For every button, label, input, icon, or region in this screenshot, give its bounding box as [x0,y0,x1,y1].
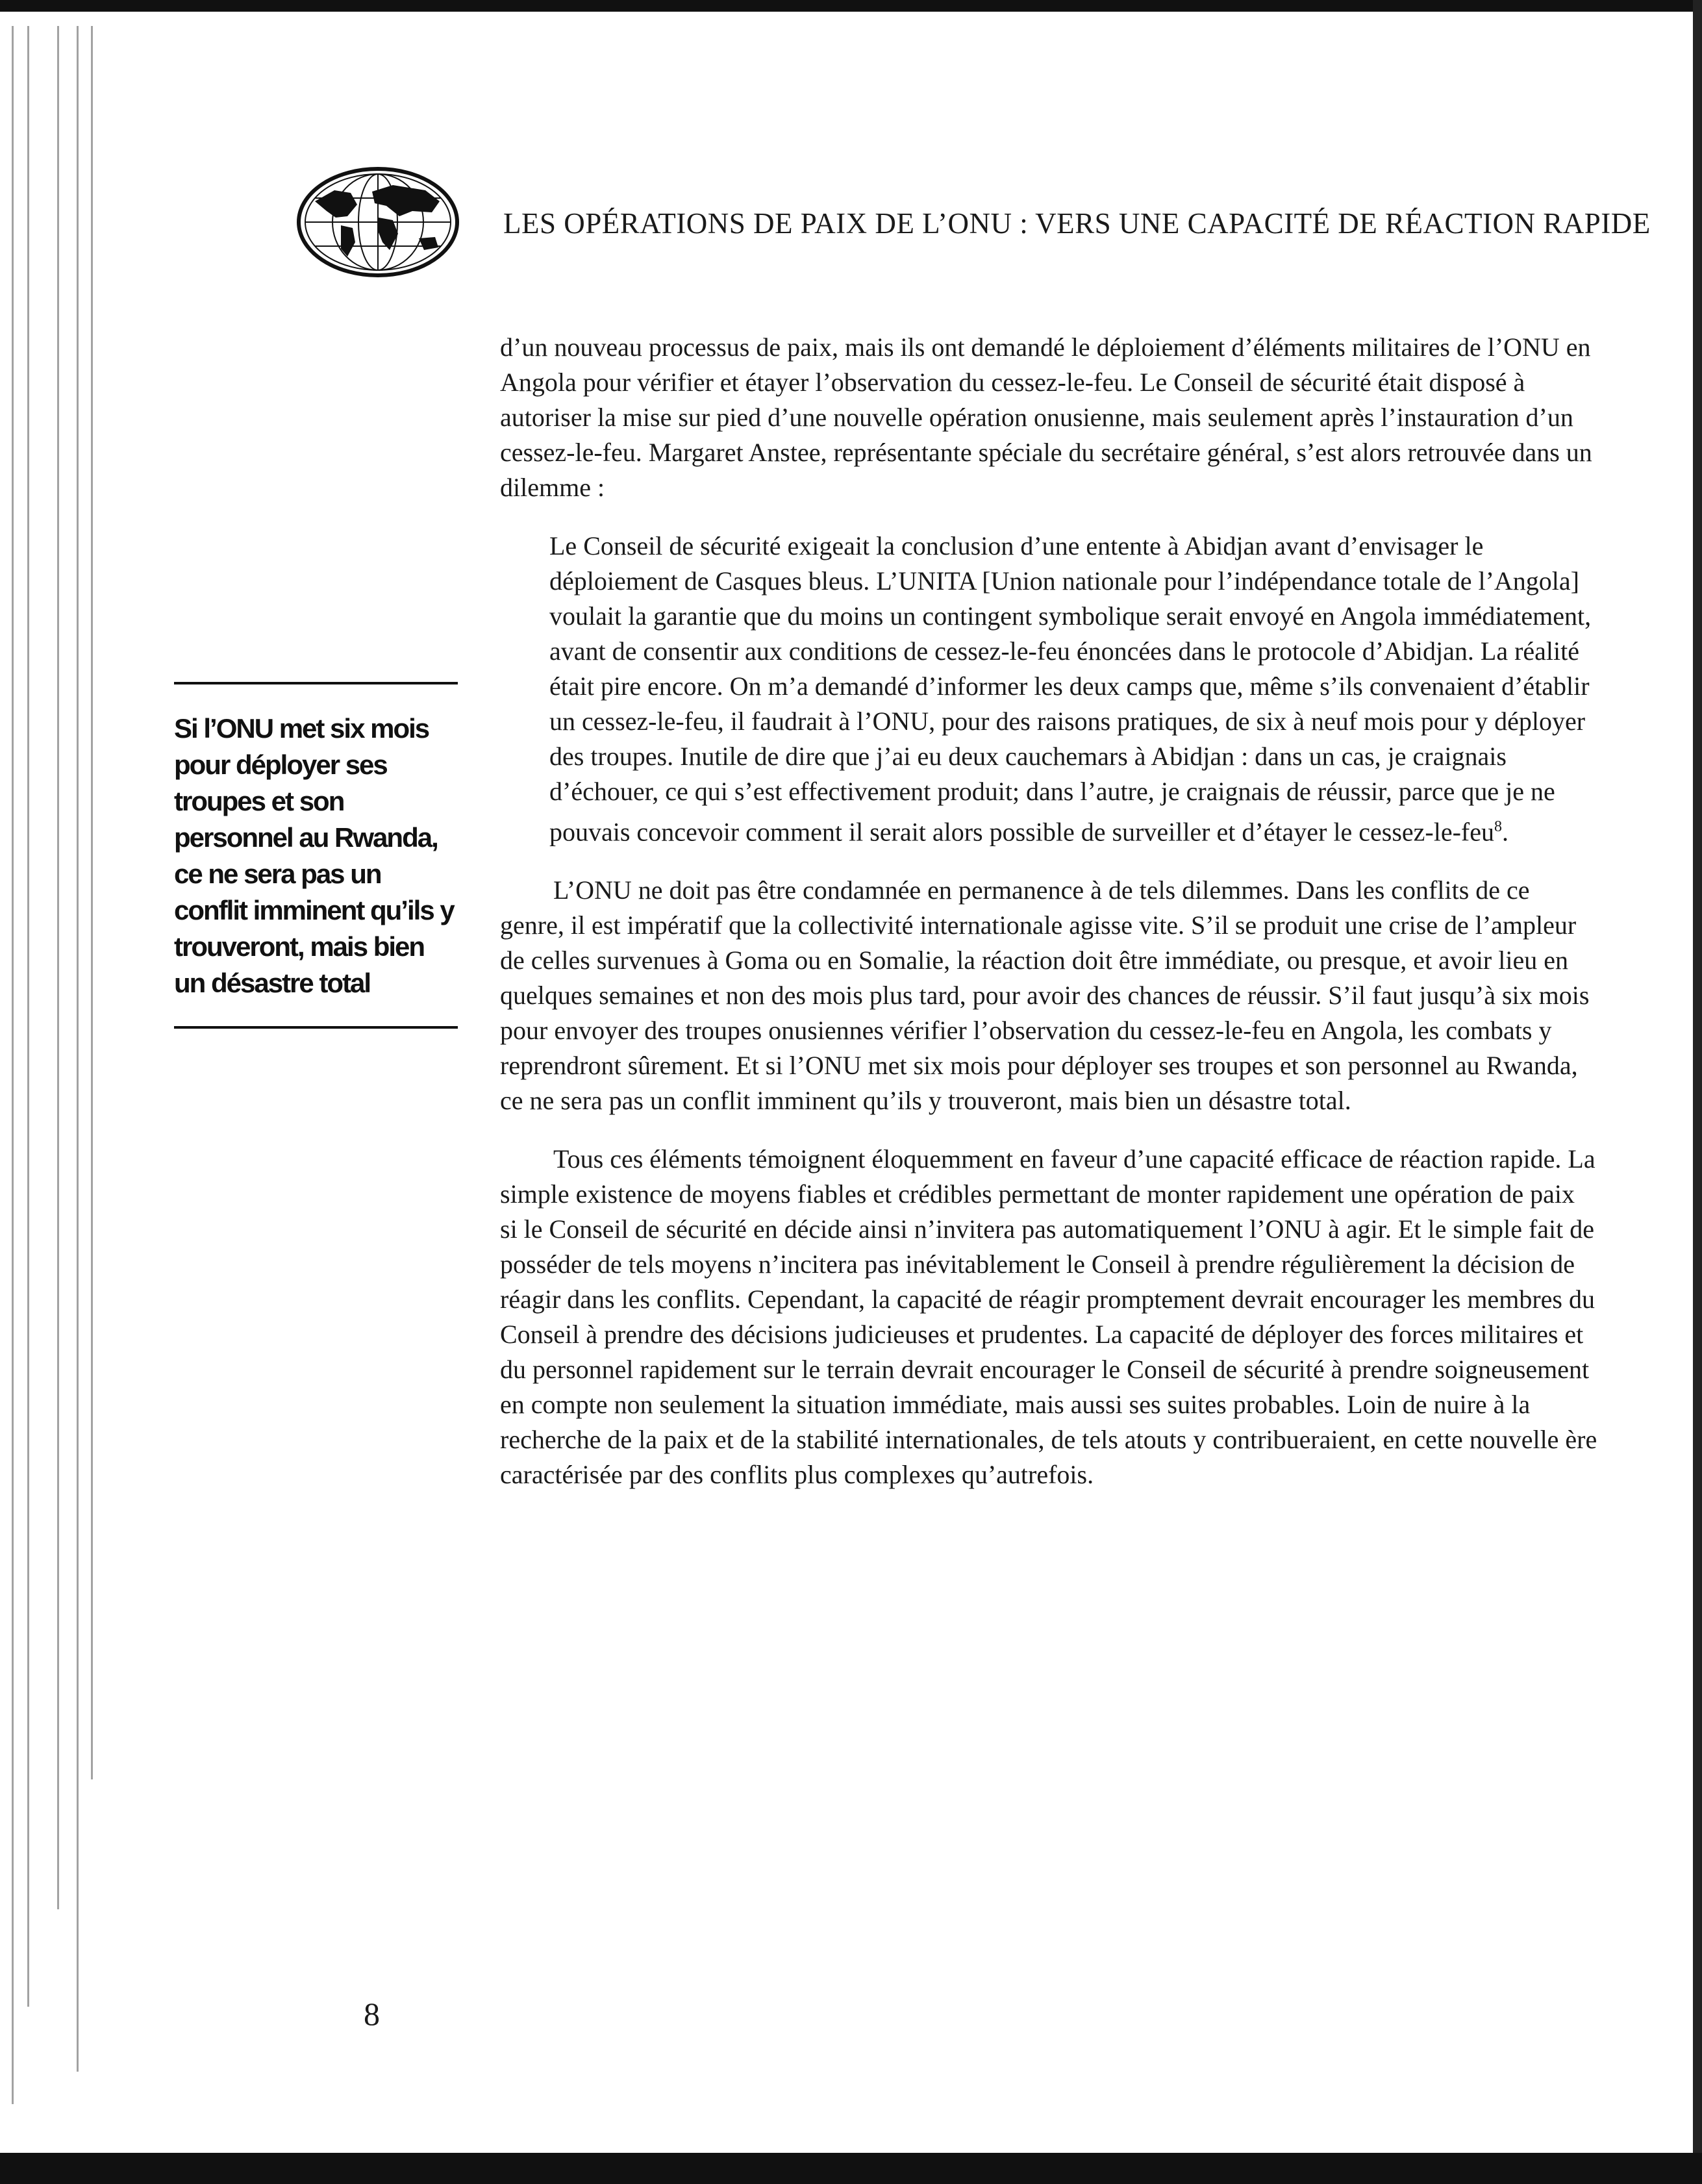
pull-quote-text: Si l’ONU met six mois pour déployer ses troupes et son personnel au Rwanda, ce ne sera pas un conflit imminent qu’ils y trouveront, mais bien un désastre total [174,713,454,998]
paragraph: Tous ces éléments témoignent éloquemment en faveur d’une capacité efficace de réaction rapide. La simple existence de moyens fiables et crédibles permettant de monter rapidement une opération de paix si le Conseil de sécurité en décide ainsi n’invitera pas automatiquement l’ONU à agir. Et le simple fait de posséder de tels moyens n’incitera pas inévitablement le Conseil à prendre régulièrement la décision de réagir dans les conflits. Cependant, la capacité de réagir promptement devrait encourager les membres du Conseil à prendre des décisions judicieuses et prudentes. La capacité de déployer des forces militaires et du personnel rapidement sur le terrain devrait encourager le Conseil de sécurité à prendre soigneusement en compte non seulement la situation immédiate, mais aussi ses suites probables. Loin de nuire à la recherche de la paix et de la stabilité internationales, de tels atouts y contribueraient, en cette nouvelle ère caractérisée par des conflits plus complexes qu’autrefois. [500,1144,1597,1490]
running-header: LES OPÉRATIONS DE PAIX DE L’ONU : VERS UNE CAPACITÉ DE RÉACTION RAPIDE [503,207,1651,240]
scan-right-border [1693,0,1702,2184]
page-number: 8 [364,1996,380,2032]
scan-bottom-border [0,2153,1702,2184]
article-body [500,330,1597,1516]
footnote-marker: 8 [1494,818,1502,835]
pull-quote-bottom-rule [174,1026,458,1029]
block-quote-text: Le Conseil de sécurité exigeait la conclusion d’une entente à Abidjan avant d’envisager le déploiement de Casques bleus. L’UNITA [Union nationale pour l’indépendance totale de l’Angola] voulait la garantie que du moins un contingent symbolique serait envoyé en Angola immédiatement, avant de consentir aux conditions de cessez-le-feu énoncées dans le protocole d’Abidjan. La réalité était pire encore. On m’a demandé d’informer les deux camps que, même s’ils convenaient d’établir un cessez-le-feu, il faudrait à l’ONU, pour des raisons pratiques, de six à neuf mois pour y déployer des troupes. Inutile de dire que j’ai eu deux cauchemars à Abidjan : dans un cas, je craignais d’échouer, ce qui s’est effectivement produit; dans l’autre, je craignais de réussir, parce que je ne pouvais concevoir comment il serait alors possible de surveiller et d’étayer le cessez-le-feu [549,531,1592,847]
block-quote: Le Conseil de sécurité exigeait la conclusion d’une entente à Abidjan avant d’envisager le déploiement de Casques bleus. L’UNITA [Union nationale pour l’indépendance totale de l’Angola] voulait la garantie que du moins un contingent symbolique serait envoyé en Angola immédiatement, avant de consentir aux conditions de cessez-le-feu énoncées dans le protocole d’Abidjan. La réalité était pire encore. On m’a demandé d’informer les deux camps que, même s’ils convenaient d’établir un cessez-le-feu, il faudrait à l’ONU, pour des raisons pratiques, de six à neuf mois pour y déployer des troupes. Inutile de dire que j’ai eu deux cauchemars à Abidjan : dans un cas, je craignais d’échouer, ce qui s’est effectivement produit; dans l’autre, je craignais de réussir, parce que je ne pouvais concevoir comment il serait alors possible de surveiller et d’étayer le cessez-le-feu$^8$. [549,531,1592,847]
scan-left-margin-marks [0,0,97,2184]
globe-icon [295,166,461,279]
paragraph: L’ONU ne doit pas être condamnée en permanence à de tels dilemmes. Dans les conflits de ce genre, il est impératif que la collectivité internationale agisse vite. S’il se produit une crise de l’ampleur de celles survenues à Goma ou en Somalie, la réaction doit être immédiate, ou presque, et avoir lieu en quelques semaines et non des mois plus tard, pour avoir des chances de réussir. S’il faut jusqu’à six mois pour envoyer des troupes onusiennes vérifier l’observation du cessez-le-feu en Angola, les combats y reprendront sûrement. Et si l’ONU met six mois pour déployer ses troupes et son personnel au Rwanda, ce ne sera pas un conflit imminent qu’ils y trouveront, mais bien un désastre total. [500,875,1590,1116]
paragraph: d’un nouveau processus de paix, mais ils ont demandé le déploiement d’éléments militaires de l’ONU en Angola pour vérifier et étayer l’observation du cessez-le-feu. Le Conseil de sécurité était disposé à autoriser la mise sur pied d’une nouvelle opération onusienne, mais seulement après l’instauration d’un cessez-le-feu. Margaret Anstee, représentante spéciale du secrétaire général, s’est alors retrouvée dans un dilemme : [500,333,1592,502]
scan-top-border [0,0,1702,12]
pull-quote [174,682,460,1029]
pull-quote-top-rule [174,682,458,684]
